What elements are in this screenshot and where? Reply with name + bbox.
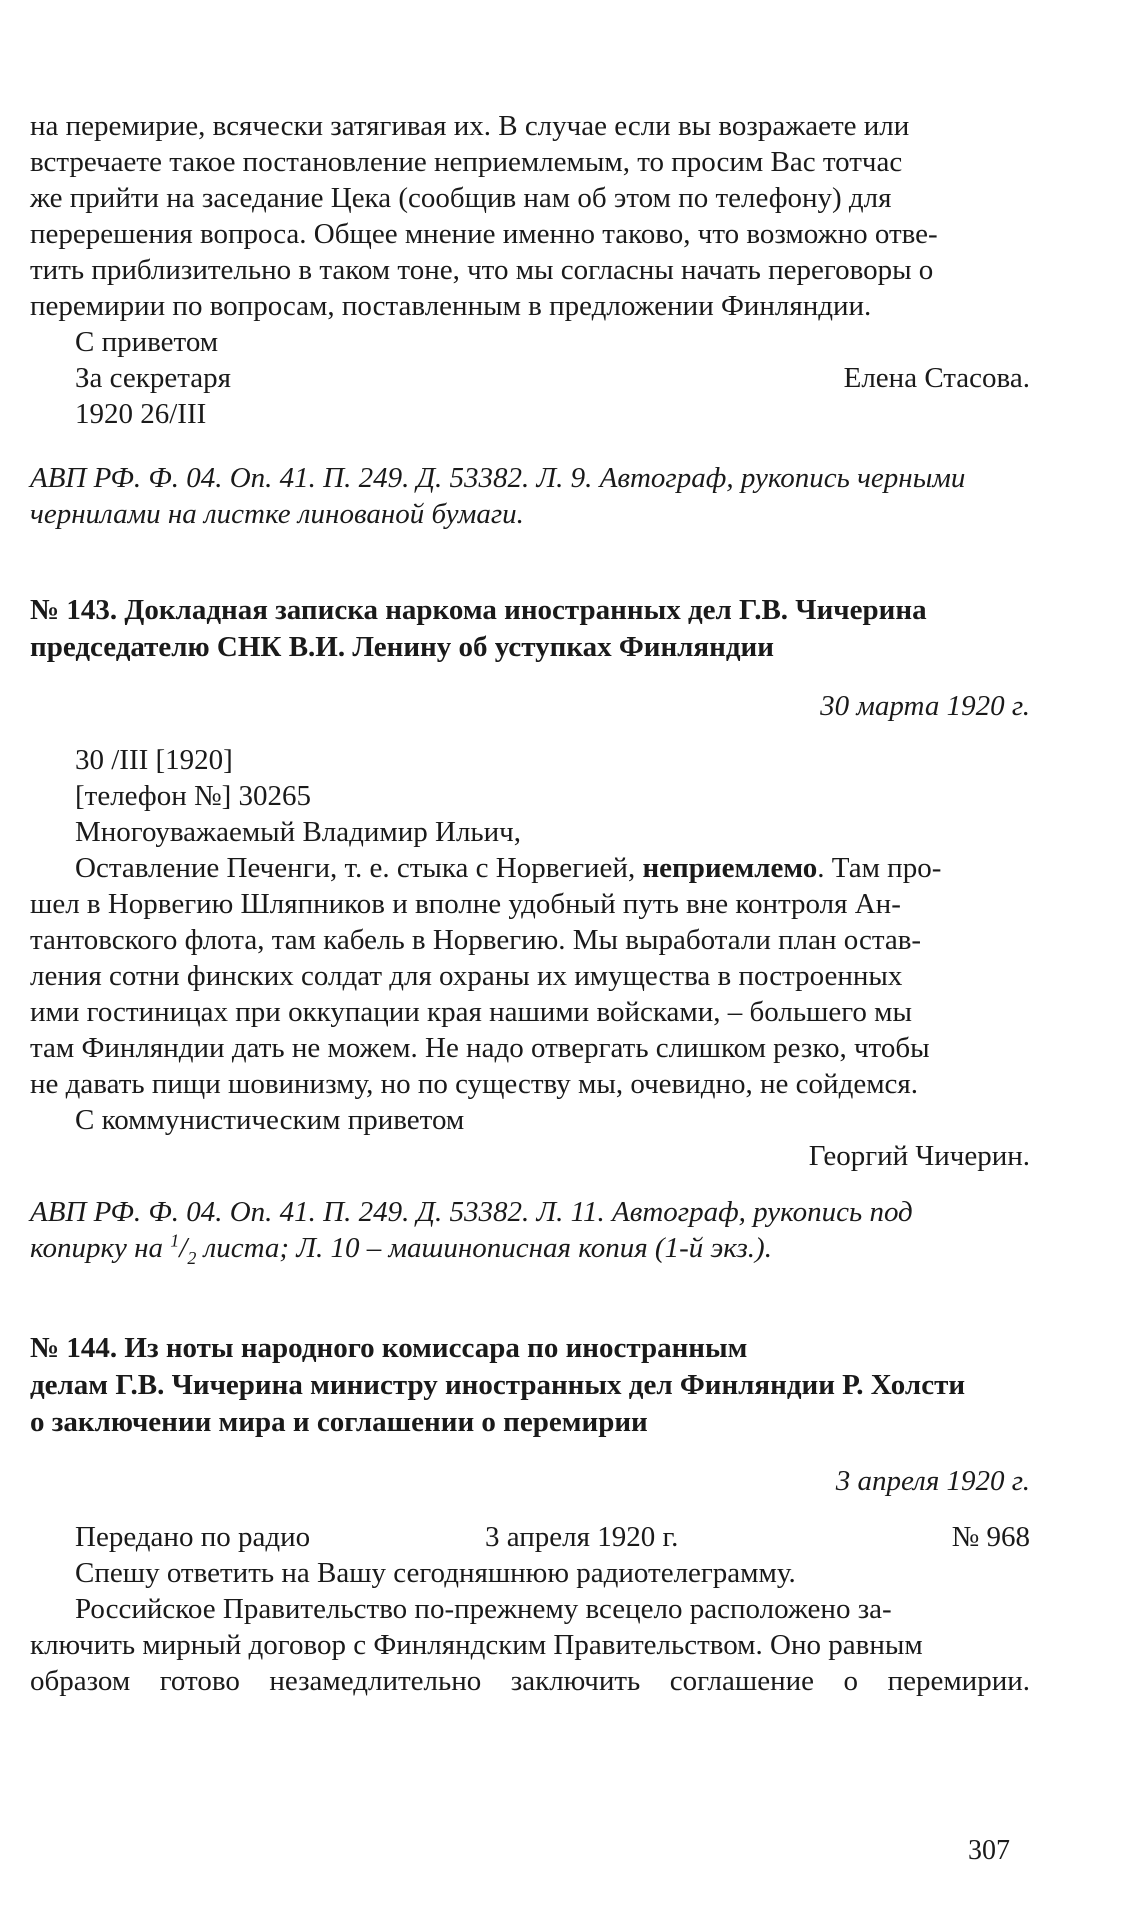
fraction-denominator: 2: [187, 1247, 197, 1268]
doc-143-heading: [30, 592, 1030, 666]
fraction-slash: /: [179, 1232, 188, 1264]
heading-line: № 144. Из ноты народного комиссара по иностранным: [30, 1332, 748, 1364]
doc-143-date: 30 марта 1920 г.: [820, 690, 1030, 722]
salutation: Многоуважаемый Владимир Ильич,: [75, 816, 522, 848]
page-number: 307: [968, 1835, 1010, 1866]
text-line: встречаете такое постановление неприемлемым, то просим Вас тотчас: [30, 146, 903, 178]
header-date: 30 /III [1920]: [75, 744, 233, 776]
text-line: же прийти на заседание Цека (сообщив нам об этом по телефону) для: [30, 182, 892, 214]
intro-paragraph: [30, 108, 1030, 324]
doc-144-body: [30, 1519, 1030, 1699]
greeting: С приветом: [75, 326, 219, 358]
text-line: тантовского флота, там кабель в Норвегию. Мы выработали план остав-: [30, 924, 922, 956]
phone-number: [телефон №] 30265: [75, 780, 312, 812]
archive-source-1: [30, 460, 1030, 532]
heading-line: № 143. Докладная записка наркома иностранных дел Г.В. Чичерина: [30, 594, 927, 626]
text-line: тить приблизительно в таком тоне, что мы согласны начать переговоры о: [30, 254, 934, 286]
heading-line: о заключении мира и соглашении о перемирии: [30, 1406, 648, 1438]
closing: С коммунистическим приветом: [75, 1104, 465, 1136]
text-line: ления сотни финских солдат для охраны их имущества в построенных: [30, 960, 903, 992]
fraction-numerator: 1: [170, 1230, 180, 1251]
source-line: чернилами на листке линованой бумаги.: [30, 498, 524, 530]
signature-row: [30, 360, 1030, 396]
source-line: АВП РФ. Ф. 04. Оп. 41. П. 249. Д. 53382. Л. 11. Автограф, рукопись под: [30, 1196, 913, 1228]
text-line: перерешения вопроса. Общее мнение именно таково, что возможно отве-: [30, 218, 938, 250]
radio-label: Передано по радио: [75, 1521, 311, 1553]
doc-144-heading: [30, 1330, 1030, 1441]
radio-date: 3 апреля 1920 г.: [485, 1521, 679, 1553]
doc-143-body: [30, 742, 1030, 1174]
source-text: копирку на: [30, 1232, 171, 1264]
archive-source-2: [30, 1194, 1030, 1266]
text-line: [30, 850, 1030, 886]
text-line: шел в Норвегию Шляпников и вполне удобный путь вне контроля Ан-: [30, 888, 901, 920]
doc-144-date: 3 апреля 1920 г.: [835, 1465, 1030, 1497]
text-line: Спешу ответить на Вашу сегодняшнюю радиотелеграмму.: [75, 1557, 796, 1589]
heading-line: председателю СНК В.И. Ленину об уступках Финляндии: [30, 631, 774, 663]
radio-number: № 968: [951, 1521, 1030, 1553]
source-line: [30, 1230, 1030, 1266]
radio-row: [30, 1519, 1030, 1555]
text-line: Российское Правительство по-прежнему всецело расположено за-: [75, 1593, 892, 1625]
body-after-bold: . Там про-: [817, 852, 942, 884]
for-secretary: За секретаря: [75, 362, 231, 394]
body-start: Оставление Печенги, т. е. стыка с Норвегией,: [75, 852, 636, 884]
signature: Георгий Чичерин.: [808, 1140, 1030, 1172]
signer-name: Елена Стасова.: [843, 362, 1030, 394]
page-content: [30, 108, 1030, 1699]
text-line: там Финляндии дать не можем. Не надо отвергать слишком резко, чтобы: [30, 1032, 930, 1064]
heading-line: делам Г.В. Чичерина министру иностранных дел Финляндии Р. Холсти: [30, 1369, 966, 1401]
text-line: не давать пищи шовинизму, но по существу мы, очевидно, не сойдемся.: [30, 1068, 919, 1100]
source-line: АВП РФ. Ф. 04. Оп. 41. П. 249. Д. 53382. Л. 9. Автограф, рукопись черными: [30, 462, 966, 494]
text-line: ими гостиницах при оккупации края нашими войсками, – большего мы: [30, 996, 913, 1028]
text-line: образом готово незамедлительно заключить соглашение о перемирии.: [30, 1665, 1030, 1697]
text-line: ключить мирный договор с Финляндским Правительством. Оно равным: [30, 1629, 923, 1661]
source-text: листа; Л. 10 – машинописная копия (1-й экз.).: [196, 1232, 772, 1264]
text-line: перемирии по вопросам, поставленным в предложении Финляндии.: [30, 290, 872, 322]
text-line: на перемирие, всячески затягивая их. В случае если вы возражаете или: [30, 110, 910, 142]
letter-date: 1920 26/III: [75, 398, 207, 430]
body-bold: неприемлемо: [642, 852, 818, 884]
